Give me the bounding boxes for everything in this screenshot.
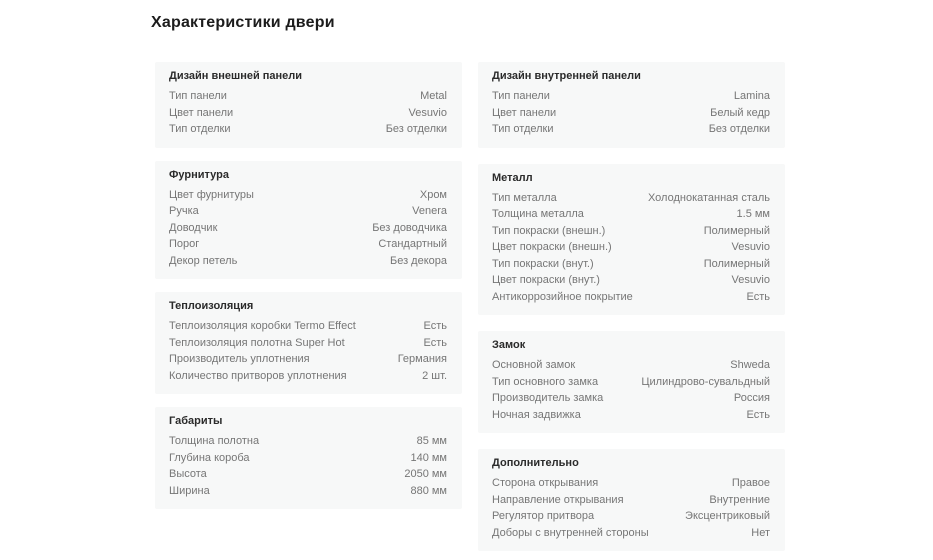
spec-label: Тип отделки <box>169 123 231 135</box>
spec-row <box>492 525 770 542</box>
spec-row <box>169 466 447 483</box>
spec-label: Тип отделки <box>492 123 554 135</box>
section-thermal-insulation <box>155 292 462 394</box>
spec-row <box>169 483 447 500</box>
spec-row <box>492 105 770 122</box>
spec-label: Цвет покраски (внут.) <box>492 274 600 286</box>
spec-label: Теплоизоляция полотна Super Hot <box>169 336 345 349</box>
spec-label: Направление открывания <box>492 493 624 506</box>
spec-value: Белый кедр <box>710 106 770 119</box>
spec-label: Толщина металла <box>492 208 584 220</box>
specs-column-left <box>155 62 462 522</box>
page-title: Характеристики двери <box>151 14 335 31</box>
spec-value: Metal <box>420 90 447 102</box>
spec-row <box>492 374 770 391</box>
spec-value: 880 мм <box>410 484 447 497</box>
spec-row <box>492 272 770 289</box>
spec-row <box>169 335 447 352</box>
spec-row <box>492 190 770 207</box>
spec-row <box>169 433 447 450</box>
spec-label: Теплоизоляция коробки Termo Effect <box>169 320 356 332</box>
spec-value: Есть <box>423 336 447 349</box>
section-title: Дополнительно <box>492 457 579 469</box>
spec-label: Высота <box>169 468 207 480</box>
spec-row <box>492 239 770 256</box>
spec-value: Правое <box>731 477 770 489</box>
spec-value: 140 мм <box>410 451 447 464</box>
section-title: Теплоизоляция <box>169 300 254 312</box>
specs-column-right <box>478 62 785 560</box>
spec-value: Стандартный <box>378 238 447 250</box>
section-additional <box>478 449 785 551</box>
section-hardware <box>155 161 462 280</box>
spec-label: Тип покраски (внешн.) <box>492 224 606 237</box>
spec-row <box>169 203 447 220</box>
spec-row <box>169 88 447 105</box>
section-metal <box>478 164 785 316</box>
spec-label: Тип основного замка <box>492 375 599 388</box>
spec-label: Доводчик <box>169 221 218 234</box>
spec-row <box>492 390 770 407</box>
spec-label: Толщина полотна <box>169 435 260 447</box>
spec-row <box>169 318 447 335</box>
spec-label: Порог <box>169 238 200 250</box>
spec-row <box>169 351 447 368</box>
spec-row <box>492 357 770 374</box>
spec-row <box>492 508 770 525</box>
section-title: Габариты <box>169 415 223 427</box>
spec-value: Германия <box>397 353 447 365</box>
spec-label: Цвет панели <box>492 106 557 119</box>
spec-row <box>492 88 770 105</box>
spec-label: Цвет покраски (внешн.) <box>492 241 612 253</box>
spec-row <box>492 223 770 240</box>
section-title: Дизайн внутренней панели <box>492 70 641 82</box>
spec-value: Без отделки <box>385 123 447 135</box>
spec-row <box>169 253 447 270</box>
spec-label: Глубина короба <box>169 451 250 464</box>
spec-label: Производитель замка <box>492 392 604 404</box>
spec-row <box>169 368 447 385</box>
spec-value: Без декора <box>389 254 447 267</box>
section-title: Замок <box>492 339 526 351</box>
section-interior-panel-design <box>478 62 785 148</box>
section-title: Дизайн внешней панели <box>169 70 303 82</box>
spec-value: Есть <box>423 320 447 332</box>
spec-row <box>169 105 447 122</box>
spec-value: Нет <box>751 526 770 539</box>
spec-label: Цвет фурнитуры <box>169 188 254 201</box>
section-title: Фурнитура <box>169 168 229 181</box>
spec-label: Тип металла <box>492 191 557 204</box>
spec-label: Антикоррозийное покрытие <box>492 290 633 303</box>
spec-label: Ночная задвижка <box>492 408 581 421</box>
section-lock <box>478 331 785 433</box>
spec-label: Ширина <box>169 484 210 497</box>
section-title: Металл <box>492 171 533 184</box>
spec-value: 1.5 мм <box>736 208 770 220</box>
spec-label: Доборы с внутренней стороны <box>492 526 649 539</box>
spec-value: Shweda <box>730 359 770 371</box>
spec-row <box>492 289 770 306</box>
spec-label: Тип панели <box>492 90 550 102</box>
spec-row <box>492 407 770 424</box>
spec-label: Ручка <box>169 205 199 217</box>
spec-value: Vesuvio <box>731 241 770 253</box>
spec-row <box>169 121 447 138</box>
spec-value: Эксцентриковый <box>685 510 770 522</box>
spec-label: Цвет панели <box>169 106 234 119</box>
spec-value: Россия <box>733 392 770 404</box>
spec-value: Vesuvio <box>408 106 447 119</box>
spec-value: 2050 мм <box>404 468 447 480</box>
spec-label: Тип панели <box>169 90 227 102</box>
spec-value: Полимерный <box>703 224 770 237</box>
spec-value: Vesuvio <box>731 274 770 286</box>
spec-row <box>492 475 770 492</box>
spec-row <box>169 220 447 237</box>
spec-row <box>169 236 447 253</box>
spec-value: Холоднокатанная сталь <box>647 191 770 204</box>
spec-row <box>492 492 770 509</box>
spec-value: Хром <box>419 188 447 201</box>
spec-value: 85 мм <box>416 435 447 447</box>
spec-row <box>169 450 447 467</box>
spec-label: Регулятор притвора <box>492 510 595 522</box>
spec-label: Количество притворов уплотнения <box>169 369 347 382</box>
spec-value: Полимерный <box>703 257 770 270</box>
spec-label: Декор петель <box>169 254 238 267</box>
spec-value: Без доводчика <box>372 221 447 234</box>
section-exterior-panel-design <box>155 62 462 148</box>
spec-value: Без отделки <box>708 123 770 135</box>
spec-value: Цилиндрово-сувальдный <box>641 375 770 388</box>
spec-row <box>492 121 770 138</box>
spec-label: Основной замок <box>492 359 576 371</box>
spec-row <box>492 256 770 273</box>
spec-value: Lamina <box>733 90 770 102</box>
spec-value: Есть <box>746 290 770 303</box>
spec-value: Venera <box>412 205 447 217</box>
section-dimensions <box>155 407 462 509</box>
spec-row <box>492 206 770 223</box>
spec-value: Есть <box>746 408 770 421</box>
spec-value: Внутренние <box>709 493 770 506</box>
spec-label: Сторона открывания <box>492 477 599 489</box>
spec-label: Тип покраски (внут.) <box>492 257 594 270</box>
spec-label: Производитель уплотнения <box>169 353 310 365</box>
spec-value: 2 шт. <box>422 369 447 382</box>
spec-row <box>169 187 447 204</box>
